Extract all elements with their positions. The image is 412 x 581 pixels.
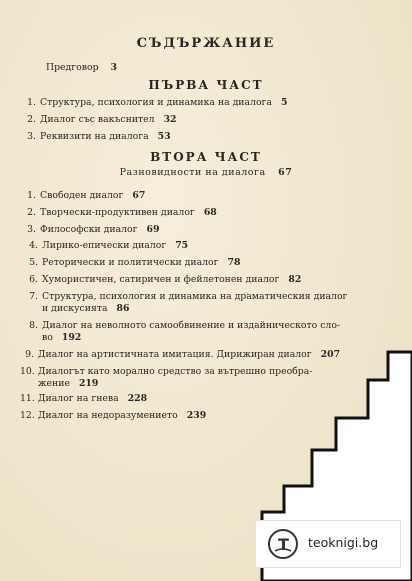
entry-text: Диалогът като морално средство за вътрешно преобра- <box>38 366 313 377</box>
entry-number: 4. <box>29 240 38 251</box>
entry-page: 68 <box>203 207 217 218</box>
entry-text: Диалог със вакъснител <box>40 114 155 125</box>
entry-text: Философски диалог <box>40 224 138 235</box>
entry-page: 239 <box>186 410 207 421</box>
entry-number: 1. <box>27 190 36 201</box>
entry-page: 67 <box>132 190 146 201</box>
entry-page: 78 <box>227 257 241 268</box>
entry-text: Диалог на артистичната имитация. Дирижиран диалог <box>38 349 312 360</box>
entry-text: Свободен диалог <box>40 190 124 201</box>
entry-page: 228 <box>127 393 148 404</box>
entry-page: 86 <box>116 303 130 314</box>
logo-text: teoknigi.bg <box>308 535 379 550</box>
site-logo[interactable] <box>255 520 401 568</box>
entry-number: 5. <box>29 257 38 268</box>
preface-page: 3 <box>110 62 117 73</box>
entry-number: 9. <box>25 349 34 360</box>
entry-text-continued: во <box>42 332 53 343</box>
entry-text-continued: жение <box>38 378 70 389</box>
entry-text: Диалог на недоразумението <box>38 410 178 421</box>
entry-text: Структура, психология и динамика на драматическия диалог <box>42 291 348 302</box>
entry-page: 82 <box>288 274 302 285</box>
entry-number: 6. <box>29 274 38 285</box>
entry-text: Структура, психология и динамика на диалога <box>40 97 272 108</box>
entry-number: 2. <box>27 114 36 125</box>
book-t-icon <box>268 529 298 559</box>
part2-subtitle-text: Разновидности на диалога <box>119 167 266 178</box>
entry-text: Творчески-продуктивен диалог <box>40 207 195 218</box>
entry-page: 69 <box>146 224 160 235</box>
entry-page: 75 <box>175 240 189 251</box>
entry-page: 207 <box>320 349 341 360</box>
entry-number: 3. <box>27 224 36 235</box>
entry-text: Реквизити на диалога <box>40 131 149 142</box>
preface-label: Предговор <box>46 62 99 73</box>
entry-text-continued: и дискусията <box>42 303 108 314</box>
entry-text: Хумористичен, сатиричен и фейлетонен диалог <box>42 274 280 285</box>
entry-text: Диалог на неволното самообвинение и издайническото сло- <box>42 320 341 331</box>
entry-number: 3. <box>27 131 36 142</box>
toc-title: СЪДЪРЖАНИЕ <box>136 36 276 51</box>
entry-number: 12. <box>20 410 35 421</box>
entry-number: 2. <box>27 207 36 218</box>
entry-text: Лирико-епически диалог <box>42 240 167 251</box>
part1-title: ПЪРВА ЧАСТ <box>148 78 264 92</box>
entry-page: 5 <box>280 97 288 108</box>
entry-number: 8. <box>29 320 38 331</box>
entry-page: 192 <box>61 332 82 343</box>
part2-subtitle-page: 67 <box>278 167 293 178</box>
entry-number: 11. <box>20 393 35 404</box>
entry-text: Реторически и политически диалог <box>42 257 219 268</box>
entry-text: Диалог на гнева <box>38 393 119 404</box>
entry-page: 53 <box>157 131 171 142</box>
entry-number: 7. <box>29 291 38 302</box>
entry-page: 32 <box>163 114 177 125</box>
svg-text:T: T <box>278 535 289 554</box>
part2-title: ВТОРА ЧАСТ <box>150 150 262 164</box>
entry-page: 219 <box>78 378 99 389</box>
entry-number: 1. <box>27 97 36 108</box>
entry-number: 10. <box>20 366 35 377</box>
